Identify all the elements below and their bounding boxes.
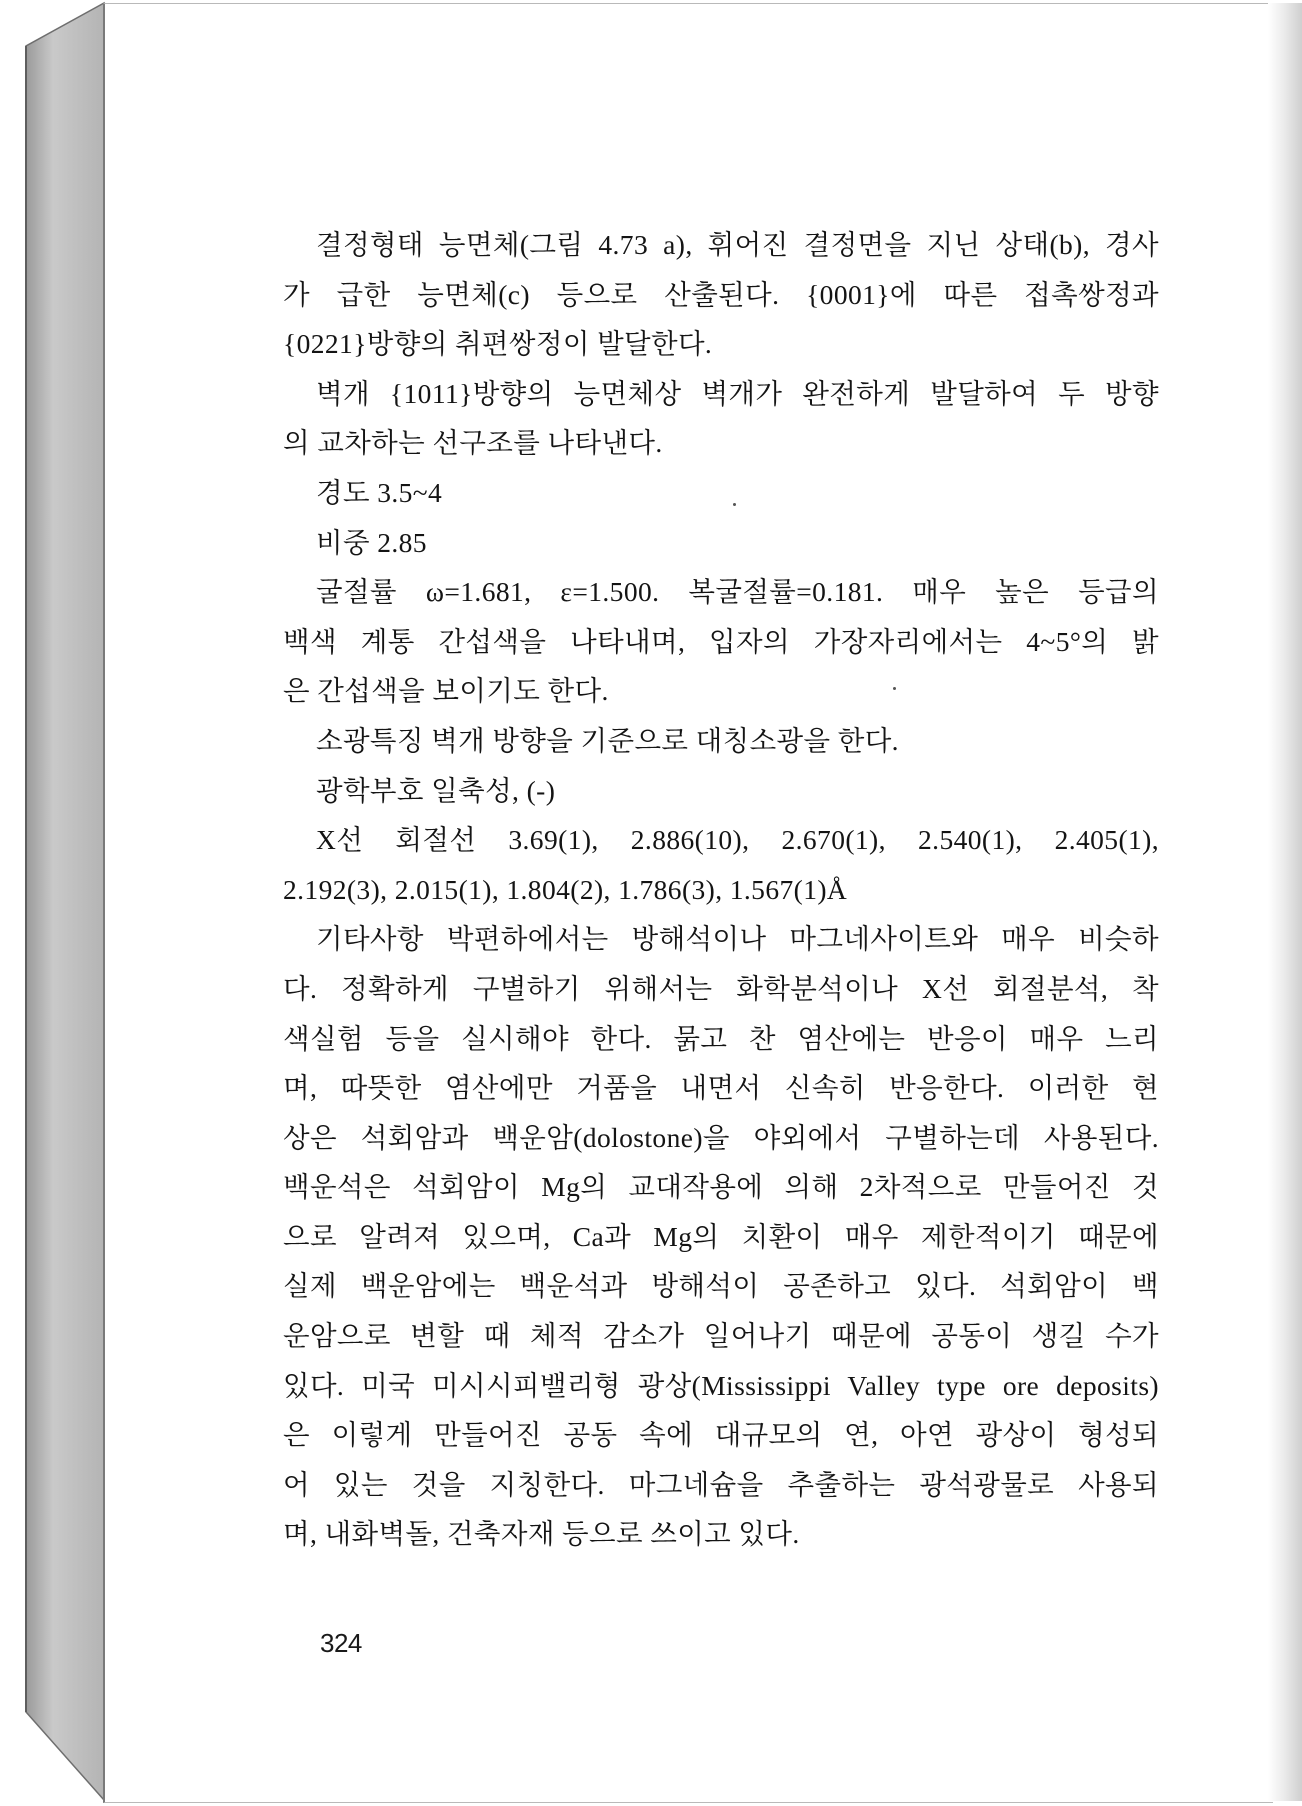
- text-line: 운암으로 변할 때 체적 감소가 일어나기 때문에 공동이 생길 수가: [283, 1320, 1159, 1352]
- text-line: 소광특징 벽개 방향을 기준으로 대칭소광을 한다.: [316, 724, 899, 756]
- text-line: 색실험 등을 실시해야 한다. 묽고 찬 염산에는 반응이 매우 느리: [283, 1022, 1159, 1054]
- text-line: 으로 알려져 있으며, Ca과 Mg의 치환이 매우 제한적이기 때문에: [283, 1220, 1159, 1252]
- text-line: 은 간섭색을 보이기도 한다.: [283, 675, 609, 707]
- page-edge-shadow: [1268, 3, 1302, 1801]
- text-line: 결정형태 능면체(그림 4.73 a), 휘어진 결정면을 지닌 상태(b), 경사: [316, 229, 1159, 260]
- text-line: 며, 내화벽돌, 건축자재 등으로 쓰이고 있다.: [283, 1518, 800, 1550]
- page-number: 324: [320, 1628, 362, 1658]
- text-line: 벽개 {1011}방향의 능면체상 벽개가 완전하게 발달하여 두 방향: [316, 377, 1159, 409]
- text-line: 비중 2.85: [316, 526, 427, 558]
- page-body-text: [283, 220, 1159, 1559]
- book-spine-graphic: [0, 0, 108, 1806]
- text-line: 의 교차하는 선구조를 나타낸다.: [283, 427, 663, 459]
- text-line: {0221}방향의 취편쌍정이 발달한다.: [283, 328, 713, 360]
- text-line: 실제 백운암에는 백운석과 방해석이 공존하고 있다. 석회암이 백: [283, 1270, 1159, 1302]
- text-line: 2.192(3), 2.015(1), 1.804(2), 1.786(3), 1.567(1)Å: [283, 873, 848, 905]
- scan-speck: [733, 503, 736, 506]
- text-line: 기타사항 박편하에서는 방해석이나 마그네사이트와 매우 비슷하: [316, 923, 1159, 955]
- text-line: 백운석은 석회암이 Mg의 교대작용에 의해 2차적으로 만들어진 것: [283, 1171, 1159, 1203]
- book-spine: [0, 0, 108, 1806]
- text-line: 가 급한 능면체(c) 등으로 산출된다. {0001}에 따른 접촉쌍정과: [283, 278, 1159, 310]
- text-line: 상은 석회암과 백운암(dolostone)을 야외에서 구별하는데 사용된다.: [283, 1121, 1159, 1153]
- text-line: 광학부호 일축성, (-): [316, 774, 556, 806]
- text-line: 다. 정확하게 구별하기 위해서는 화학분석이나 X선 회절분석, 착: [283, 972, 1159, 1004]
- text-line: X선 회절선 3.69(1), 2.886(10), 2.670(1), 2.540(1), 2.405(1),: [316, 824, 1159, 856]
- text-line: 경도 3.5~4: [316, 476, 443, 508]
- text-line: 어 있는 것을 지칭한다. 마그네슘을 추출하는 광석광물로 사용되: [283, 1468, 1159, 1500]
- scan-speck: [893, 687, 896, 690]
- text-line: 있다. 미국 미시시피밸리형 광상(Mississippi Valley type ore deposits): [283, 1369, 1159, 1401]
- text-line: 은 이렇게 만들어진 공동 속에 대규모의 연, 아연 광상이 형성되: [283, 1419, 1159, 1451]
- text-line: 며, 따뜻한 염산에만 거품을 내면서 신속히 반응한다. 이러한 현: [283, 1072, 1159, 1104]
- text-line: 백색 계통 간섭색을 나타내며, 입자의 가장자리에서는 4~5°의 밝: [283, 625, 1159, 657]
- text-line: 굴절률 ω=1.681, ε=1.500. 복굴절률=0.181. 매우 높은 등급의: [316, 576, 1159, 608]
